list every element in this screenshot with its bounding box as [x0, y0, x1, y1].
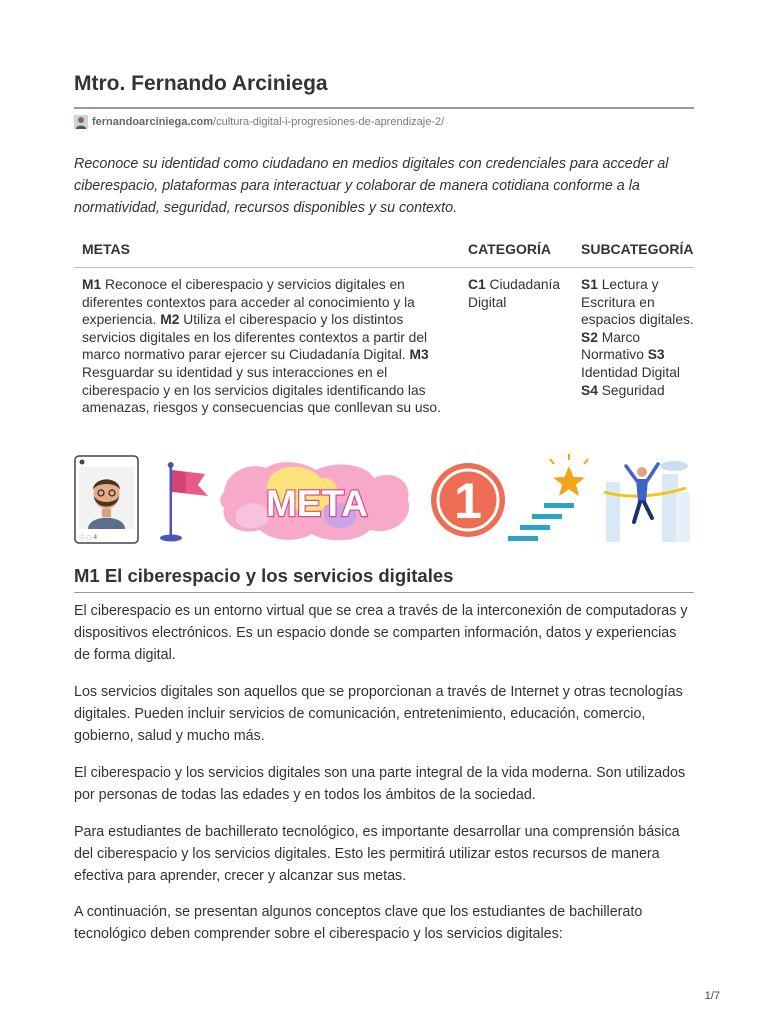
subcategoria-code: S2 [581, 329, 598, 345]
meta-code: M3 [409, 347, 429, 363]
body-paragraph: Los servicios digitales son aquellos que se proporcionan a través de Internet y otras tecnologías digitales. Pueden incluir servicios de comunicación, entretenimiento, educación, comercio, gobierno, salud y mucho más. [74, 684, 683, 744]
source-domain[interactable]: fernandoarciniega.com [92, 116, 214, 128]
badge-number: 1 [454, 473, 482, 529]
post-stats: ♡ ◌ 4 [79, 534, 98, 541]
categoria-text: Ciudadanía Digital [468, 277, 561, 310]
categoria-code: C1 [468, 277, 486, 292]
page-number: 1/7 [704, 990, 720, 1002]
flag-icon [160, 462, 208, 542]
subcategoria-text: Marco Normativo [581, 329, 648, 363]
header-subcategoria: SUBCATEGORÍA [573, 231, 694, 268]
meta-code: M1 [82, 277, 102, 292]
profile-card-icon [75, 456, 138, 543]
subcategoria-text: Identidad Digital [581, 364, 680, 380]
meta-banner-illustration [74, 452, 696, 547]
source-url[interactable] [74, 114, 444, 130]
meta-text: Resguardar su identidad y sus interacciones en el ciberespacio y en los servicios digitales identificando las amenazas, riesgos y consecuencias que conllevan su uso. [82, 364, 441, 416]
subcategoria-code: S4 [581, 382, 598, 398]
stairs-star-icon [508, 454, 588, 541]
metas-cell [74, 268, 460, 417]
meta-label: META [265, 483, 369, 524]
body-paragraph: Para estudiantes de bachillerato tecnológico, es importante desarrollar una comprensión básica del ciberespacio y los servicios digitales. Esto les permitirá utilizar estos recursos de manera efectiva para aprender, crecer y alcanzar sus metas. [74, 824, 680, 884]
categoria-cell [460, 268, 573, 417]
header-metas: METAS [74, 231, 460, 268]
header-categoria: CATEGORÍA [460, 231, 573, 268]
source-path[interactable]: /cultura-digital-i-progresiones-de-aprendizaje-2/ [213, 116, 445, 128]
body-paragraph: A continuación, se presentan algunos conceptos clave que los estudiantes de bachillerato tecnológico deben comprender sobre el ciberespacio y los servicios digitales: [74, 904, 643, 942]
goals-table [74, 231, 694, 417]
body-paragraph: El ciberespacio es un entorno virtual que se crea a través de la interconexión de computadoras y dispositivos electrónicos. Es un espacio donde se comparten información, datos y experiencias de forma digital. [74, 603, 688, 663]
winner-finish-line-icon [604, 461, 690, 542]
subcategoria-cell [573, 268, 694, 417]
table-row [74, 268, 694, 417]
subcategoria-code: S3 [647, 347, 665, 363]
section-title: M1 El ciberespacio y los servicios digitales [74, 565, 454, 586]
subcategoria-text: Seguridad [597, 382, 665, 398]
body-paragraph: El ciberespacio y los servicios digitales son una parte integral de la vida moderna. Son utilizados por personas de todas las edades y en todos los ámbitos de la sociedad. [74, 765, 686, 803]
table-header-row [74, 231, 694, 268]
page-title: Mtro. Fernando Arciniega [74, 72, 328, 95]
avatar-favicon-icon [74, 115, 88, 129]
subcategoria-code: S1 [581, 277, 598, 292]
title-divider [74, 107, 694, 109]
number-one-badge-icon [431, 463, 505, 537]
meta-text: Reconoce el ciberespacio y servicios digitales en diferentes contextos para acceder al conocimiento y la experiencia. [82, 277, 415, 328]
meta-text: Utiliza el ciberespacio y los distintos servicios digitales en los diferentes contextos a partir del marco normativo parar ejercer su Ciudadanía Digital. [82, 312, 428, 363]
meta-splash [220, 462, 409, 540]
intro-paragraph: Reconoce su identidad como ciudadano en medios digitales con credenciales para acceder al ciberespacio, plataformas para interactuar y colaborar de manera cotidiana conforme a la normatividad, seguridad, recursos disponibles y su contexto. [74, 156, 669, 216]
subcategoria-text: Lectura y Escritura en espacios digitales. [581, 277, 694, 328]
meta-code: M2 [160, 312, 180, 328]
section-divider [74, 592, 694, 593]
